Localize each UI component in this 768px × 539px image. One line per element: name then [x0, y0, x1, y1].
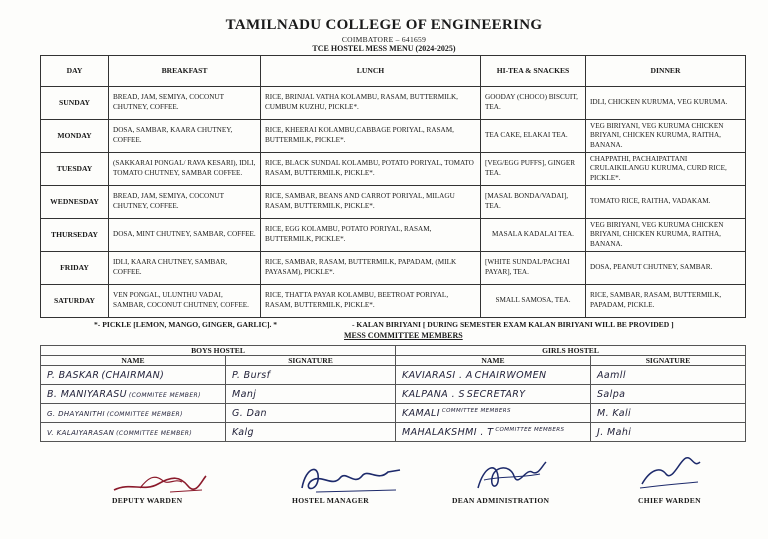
college-city: COIMBATORE – 641659 — [341, 35, 427, 44]
committee-table — [40, 345, 746, 442]
girls-member-name: MAHALAKSHMI . T $^{COMMITTEE MEMBERS}$ — [396, 423, 591, 442]
breakfast-cell: (SAKKARAI PONGAL/ RAVA KESARI), IDLI, TOMATO CHUTNEY, SAMBAR COFFEE. — [109, 153, 261, 186]
girls-member-signature: M. Kali — [591, 404, 746, 423]
chief-warden-title: CHIEF WARDEN — [638, 496, 701, 505]
snacks-cell: MASALA KADALAI TEA. — [481, 219, 586, 252]
boys-name-header: NAME — [41, 356, 226, 366]
lunch-cell: RICE, EGG KOLAMBU, POTATO PORIYAL, RASAM, BUTTERMILK, PICKLE*. — [261, 219, 481, 252]
dinner-cell: CHAPPATHI, PACHAIPATTANI CRULAIKILANGU KURUMA, CURD RICE, PICKLE*. — [586, 153, 746, 186]
snacks-cell: [WHITE SUNDAL/PACHAI PAYAR], TEA. — [481, 252, 586, 285]
lunch-cell: RICE, BRINJAL VATHA KOLAMBU, RASAM, BUTTERMILK, CUMBUM KUZHU, PICKLE*. — [261, 87, 481, 120]
dinner-cell: IDLI, CHICKEN KURUMA, VEG KURUMA. — [586, 87, 746, 120]
dinner-cell: DOSA, PEANUT CHUTNEY, SAMBAR. — [586, 252, 746, 285]
girls-name-header: NAME — [396, 356, 591, 366]
girls-member-signature: Aamll — [591, 366, 746, 385]
girls-member-name: KAMALI $^{COMMITTEE MEMBERS}$ — [396, 404, 591, 423]
deputy-warden-signature — [110, 470, 210, 496]
boys-member-signature: Manj — [226, 385, 396, 404]
breakfast-cell: BREAD, JAM, SEMIYA, COCONUT CHUTNEY, COFFEE. — [109, 186, 261, 219]
committee-row — [41, 423, 746, 442]
lunch-cell: RICE, BLACK SUNDAL KOLAMBU, POTATO PORIYAL, TOMATO RASAM, BUTTERMILK, PICKLE*. — [261, 153, 481, 186]
hostel-manager-title: HOSTEL MANAGER — [292, 496, 369, 505]
day-cell: SATURDAY — [41, 285, 109, 318]
girls-member-name: KALPANA . S SECRETARY — [396, 385, 591, 404]
committee-row — [41, 385, 746, 404]
day-cell: TUESDAY — [41, 153, 109, 186]
dinner-cell: RICE, SAMBAR, RASAM, BUTTERMILK, PAPADAM, PICKLE. — [586, 285, 746, 318]
committee-hostel-row — [41, 346, 746, 356]
table-row — [41, 153, 746, 186]
breakfast-cell: BREAD, JAM, SEMIYA, COCONUT CHUTNEY, COFFEE. — [109, 87, 261, 120]
day-cell: SUNDAY — [41, 87, 109, 120]
table-row — [41, 186, 746, 219]
boys-member-signature: G. Dan — [226, 404, 396, 423]
breakfast-cell: VEN PONGAL, ULUNTHU VADAI, SAMBAR, COCONUT CHUTNEY, COFFEE. — [109, 285, 261, 318]
menu-title: TCE HOSTEL MESS MENU (2024-2025) — [312, 44, 456, 53]
col-snacks: HI-TEA & SNACKES — [481, 56, 586, 87]
girls-signature-header: SIGNATURE — [591, 356, 746, 366]
lunch-cell: RICE, SAMBAR, BEANS AND CARROT PORIYAL, MILAGU RASAM, BUTTERMILK, PICKLE*. — [261, 186, 481, 219]
committee-title: MESS COMMITTEE MEMBERS — [344, 331, 463, 340]
boys-member-name: B. MANIYARASU (COMMITEE MEMBER) — [41, 385, 226, 404]
pickle-footnote: *- PICKLE [LEMON, MANGO, GINGER, GARLIC]. * — [94, 320, 278, 329]
table-row — [41, 219, 746, 252]
boys-member-signature: Kalg — [226, 423, 396, 442]
girls-member-signature: Salpa — [591, 385, 746, 404]
deputy-warden-title: DEPUTY WARDEN — [112, 496, 183, 505]
snacks-cell: [VEG/EGG PUFFS], GINGER TEA. — [481, 153, 586, 186]
boys-member-name: G. DHAYANITHI (COMMITTEE MEMBER) — [41, 404, 226, 423]
snacks-cell: SMALL SAMOSA, TEA. — [481, 285, 586, 318]
snacks-cell: GOODAY (CHOCO) BISCUIT, TEA. — [481, 87, 586, 120]
hostel-manager-signature — [296, 462, 406, 496]
dinner-cell: VEG BIRIYANI, VEG KURUMA CHICKEN BRIYANI, CHICKEN KURUMA, RAITHA, BANANA. — [586, 219, 746, 252]
boys-signature-header: SIGNATURE — [226, 356, 396, 366]
breakfast-cell: DOSA, SAMBAR, KAARA CHUTNEY, COFFEE. — [109, 120, 261, 153]
table-row — [41, 87, 746, 120]
boys-member-signature: P. Bursf — [226, 366, 396, 385]
biriyani-footnote: - KALAN BIRIYANI [ DURING SEMESTER EXAM KALAN BIRIYANI WILL BE PROVIDED ] — [352, 320, 674, 329]
col-lunch: LUNCH — [261, 56, 481, 87]
dinner-cell: VEG BIRIYANI, VEG KURUMA CHICKEN BRIYANI, CHICKEN KURUMA, RAITHA, BANANA. — [586, 120, 746, 153]
committee-row — [41, 366, 746, 385]
table-row — [41, 252, 746, 285]
boys-member-name: V. KALAIYARASAN (COMMITTEE MEMBER) — [41, 423, 226, 442]
girls-member-signature: J. Mahi — [591, 423, 746, 442]
lunch-cell: RICE, THATTA PAYAR KOLAMBU, BEETROAT PORIYAL, RASAM, BUTTERMILK, PICKLE*. — [261, 285, 481, 318]
dinner-cell: TOMATO RICE, RAITHA, VADAKAM. — [586, 186, 746, 219]
girls-member-name: KAVIARASI . A CHAIRWOMEN — [396, 366, 591, 385]
table-row — [41, 285, 746, 318]
breakfast-cell: DOSA, MINT CHUTNEY, SAMBAR, COFFEE. — [109, 219, 261, 252]
dean-title: DEAN ADMINISTRATION — [452, 496, 550, 505]
table-row — [41, 120, 746, 153]
dean-signature — [470, 458, 550, 496]
snacks-cell: TEA CAKE, ELAKAI TEA. — [481, 120, 586, 153]
boys-hostel-heading: BOYS HOSTEL — [41, 346, 396, 356]
mess-menu-table — [40, 55, 746, 318]
committee-subheader-row — [41, 356, 746, 366]
col-breakfast: BREAKFAST — [109, 56, 261, 87]
girls-hostel-heading: GIRLS HOSTEL — [396, 346, 746, 356]
col-day: DAY — [41, 56, 109, 87]
lunch-cell: RICE, SAMBAR, RASAM, BUTTERMILK, PAPADAM, (MILK PAYASAM), PICKLE*. — [261, 252, 481, 285]
day-cell: THURSEDAY — [41, 219, 109, 252]
chief-warden-signature — [636, 452, 706, 492]
breakfast-cell: IDLI, KAARA CHUTNEY, SAMBAR, COFFEE. — [109, 252, 261, 285]
day-cell: MONDAY — [41, 120, 109, 153]
lunch-cell: RICE, KHEERAI KOLAMBU,CABBAGE PORIYAL, RASAM, BUTTERMILK, PICKLE*. — [261, 120, 481, 153]
col-dinner: DINNER — [586, 56, 746, 87]
boys-member-name: P. BASKAR (CHAIRMAN) — [41, 366, 226, 385]
college-name: TAMILNADU COLLEGE OF ENGINEERING — [225, 17, 543, 33]
committee-row — [41, 404, 746, 423]
snacks-cell: [MASAL BONDA/VADAI], TEA. — [481, 186, 586, 219]
day-cell: FRIDAY — [41, 252, 109, 285]
menu-header-row — [41, 56, 746, 87]
day-cell: WEDNESDAY — [41, 186, 109, 219]
